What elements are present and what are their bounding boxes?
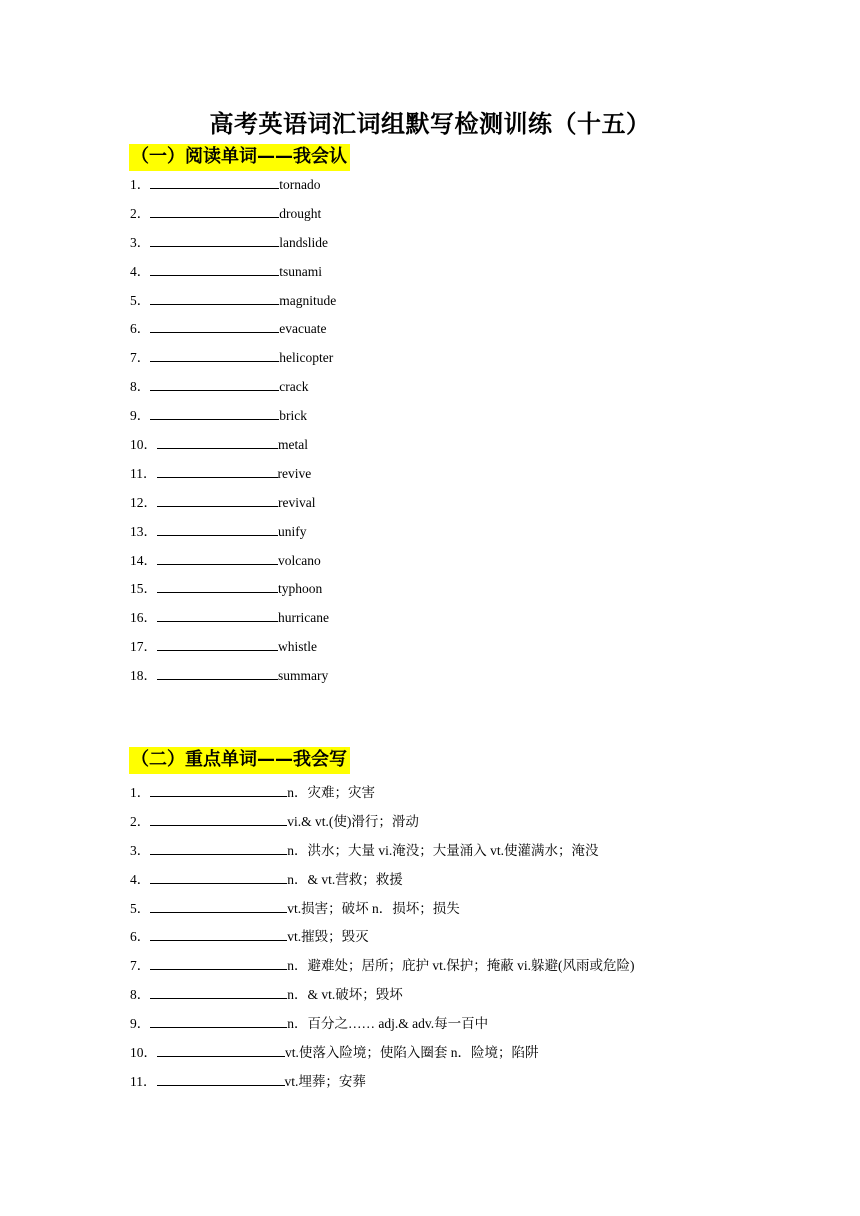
item-number: 17． (130, 639, 157, 655)
item-number: 5． (130, 292, 151, 308)
answer-blank[interactable] (150, 957, 287, 970)
item-number: 10． (130, 437, 157, 453)
list-item (130, 436, 336, 465)
english-word: volcano (278, 552, 321, 568)
item-number: 15． (130, 581, 157, 597)
item-number: 2． (130, 205, 151, 221)
answer-blank[interactable] (150, 928, 287, 941)
item-number: 8． (130, 987, 151, 1003)
list-item (130, 842, 635, 871)
english-word: revive (277, 465, 312, 481)
item-number: 6． (130, 321, 151, 337)
section-heading-writing: （二）重点单词——我会写 (129, 747, 350, 774)
item-number: 5． (130, 900, 151, 916)
answer-blank[interactable] (150, 813, 287, 826)
english-word: evacuate (279, 321, 327, 337)
list-item (130, 667, 336, 696)
answer-blank[interactable] (157, 638, 278, 651)
item-number: 1． (130, 177, 151, 192)
english-word: hurricane (278, 610, 329, 626)
chinese-definition: n．洪水；大量 vi.淹没；大量涌入 vt.使灌满水；淹没 (287, 842, 599, 858)
chinese-definition: vt.摧毁；毁灭 (287, 929, 369, 945)
answer-blank[interactable] (150, 407, 279, 420)
answer-blank[interactable] (157, 1073, 285, 1086)
item-number: 13． (130, 523, 157, 539)
list-item (130, 494, 336, 523)
answer-blank[interactable] (157, 465, 278, 478)
list-item (130, 465, 336, 494)
english-word: summary (278, 668, 329, 684)
item-number: 16． (130, 610, 157, 626)
chinese-definition: n．& vt.营救；救援 (287, 871, 403, 887)
english-word: revival (278, 494, 316, 510)
section-heading-reading: （一）阅读单词——我会认 (129, 144, 350, 171)
answer-blank[interactable] (157, 580, 278, 593)
list-item (130, 580, 336, 609)
list-item (130, 1015, 635, 1044)
list-item (130, 378, 336, 407)
answer-blank[interactable] (150, 1015, 287, 1028)
answer-blank[interactable] (157, 667, 278, 680)
list-item (130, 523, 336, 552)
item-number: 10． (130, 1045, 157, 1061)
list-item (130, 1044, 635, 1073)
answer-blank[interactable] (150, 378, 279, 391)
english-word: tsunami (279, 263, 322, 279)
item-number: 9． (130, 1016, 151, 1032)
answer-blank[interactable] (150, 176, 279, 189)
item-number: 11． (130, 465, 157, 481)
list-item (130, 292, 336, 321)
list-item (130, 205, 336, 234)
item-number: 8． (130, 379, 151, 395)
english-word: whistle (278, 639, 317, 655)
english-word: tornado (279, 177, 321, 192)
answer-blank[interactable] (150, 205, 279, 218)
chinese-definition: vt.埋葬；安葬 (284, 1073, 366, 1089)
item-number: 3． (130, 842, 151, 858)
list-item (130, 871, 635, 900)
english-word: landslide (279, 234, 328, 250)
list-item (130, 263, 336, 292)
english-word: magnitude (279, 292, 337, 308)
item-number: 9． (130, 408, 151, 424)
reading-word-list (130, 176, 336, 696)
item-number: 12． (130, 494, 157, 510)
chinese-definition: n．& vt.破坏；毁坏 (287, 987, 403, 1003)
answer-blank[interactable] (150, 349, 279, 362)
list-item (130, 552, 336, 581)
list-item (130, 928, 635, 957)
list-item (130, 813, 635, 842)
list-item (130, 784, 635, 813)
english-word: typhoon (278, 581, 323, 597)
chinese-definition: n．灾难；灾害 (287, 785, 375, 800)
chinese-definition: n．避难处；居所；庇护 vt.保护；掩蔽 vi.躲避(风雨或危险) (287, 958, 635, 974)
item-number: 6． (130, 929, 151, 945)
answer-blank[interactable] (157, 436, 278, 449)
answer-blank[interactable] (150, 784, 287, 797)
answer-blank[interactable] (157, 494, 278, 507)
list-item (130, 407, 336, 436)
answer-blank[interactable] (150, 986, 287, 999)
english-word: unify (278, 523, 307, 539)
item-number: 2． (130, 813, 151, 829)
answer-blank[interactable] (150, 871, 287, 884)
list-item (130, 900, 635, 929)
list-item (130, 638, 336, 667)
answer-blank[interactable] (150, 320, 279, 333)
answer-blank[interactable] (157, 609, 278, 622)
english-word: brick (279, 408, 307, 424)
english-word: crack (279, 379, 309, 395)
item-number: 4． (130, 871, 151, 887)
item-number: 3． (130, 234, 151, 250)
answer-blank[interactable] (157, 552, 278, 565)
chinese-definition: vt.使落入险境；使陷入圈套 n．险境；陷阱 (285, 1045, 539, 1061)
list-item (130, 234, 336, 263)
answer-blank[interactable] (157, 1044, 285, 1057)
list-item (130, 1073, 635, 1102)
page-title: 高考英语词汇词组默写检测训练（十五） (209, 109, 651, 138)
list-item (130, 349, 336, 378)
item-number: 7． (130, 350, 151, 366)
item-number: 7． (130, 958, 151, 974)
answer-blank[interactable] (150, 234, 279, 247)
list-item (130, 176, 336, 205)
item-number: 1． (130, 785, 151, 800)
chinese-definition: vi.& vt.(使)滑行；滑动 (287, 813, 419, 829)
item-number: 11． (130, 1073, 157, 1089)
chinese-definition: n．百分之…… adj.& adv.每一百中 (287, 1016, 489, 1032)
list-item (130, 609, 336, 638)
list-item (130, 986, 635, 1015)
english-word: helicopter (279, 350, 334, 366)
item-number: 18． (130, 668, 157, 684)
answer-blank[interactable] (150, 292, 279, 305)
list-item (130, 957, 635, 986)
list-item (130, 320, 336, 349)
answer-blank[interactable] (150, 842, 287, 855)
english-word: metal (278, 437, 308, 453)
item-number: 4． (130, 263, 151, 279)
answer-blank[interactable] (150, 263, 279, 276)
answer-blank[interactable] (150, 900, 287, 913)
writing-word-list (130, 784, 635, 1102)
english-word: drought (279, 205, 322, 221)
item-number: 14． (130, 552, 157, 568)
chinese-definition: vt.损害；破坏 n．损坏；损失 (287, 900, 460, 916)
answer-blank[interactable] (157, 523, 278, 536)
